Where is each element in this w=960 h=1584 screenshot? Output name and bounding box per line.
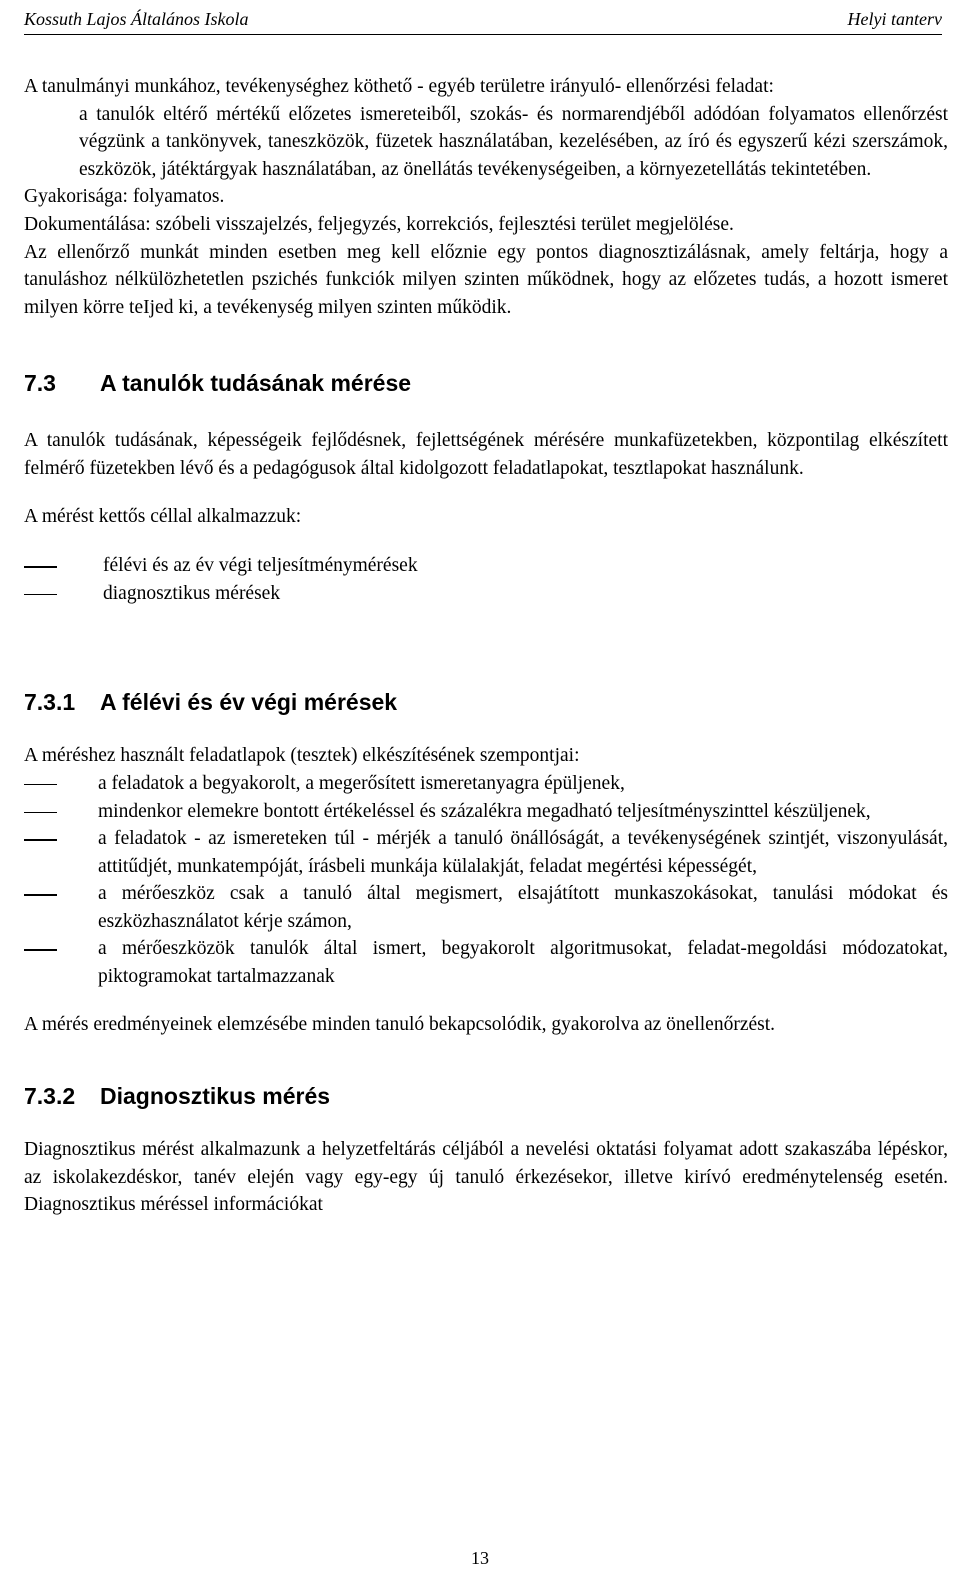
section-7-3-paragraph: A tanulók tudásának, képességeik fejlődésnek, fejlettségének mérésére munkafüzetekben, központilag elkészített felmérő füzetekben lévő és a pedagógusok által kidolgozott feladatlapokat, tesztlapokat használunk. bbox=[24, 430, 948, 479]
section-7-3-1-paragraph: A mérés eredményeinek elemzésébe minden tanuló bekapcsolódik, gyakorolva az önellenőrzést. bbox=[24, 1013, 776, 1035]
measurement-purpose-list bbox=[24, 552, 948, 607]
intro-paragraph: A tanulmányi munkához, tevékenységhez köthető - egyéb területre irányuló- ellenőrzési feladat: bbox=[24, 76, 774, 97]
diagnosis-paragraph: Az ellenőrző munkát minden esetben meg kell előznie egy pontos diagnosztizálásnak, amely feltárja, hogy a tanuláshoz nélkülözhetetlen pszichés funkciók milyen szinten működnek, hogy az előzetes tudás, a hozott ismeret milyen körre teIjed ki, a tevékenység milyen szinten működik. bbox=[24, 241, 948, 318]
section-number: 7.3 bbox=[24, 370, 56, 397]
list-item: a feladatok a begyakorolt, a megerősített ismeretanyagra épüljenek, bbox=[24, 770, 948, 798]
section-title: A tanulók tudásának mérése bbox=[100, 370, 412, 397]
section-7-3-1-intro: A méréshez használt feladatlapok (tesztek) elkészítésének szempontjai: bbox=[24, 745, 580, 767]
section-number: 7.3.1 bbox=[24, 689, 76, 716]
section-7-3-2-paragraph: Diagnosztikus mérést alkalmazunk a helyzetfeltárás céljából a nevelési oktatási folyamat adott szakaszába lépéskor, az iskolakezdéskor, tanév elején vagy egy-egy új tanuló érkezésekor, illetve kirívó eredménytelenség esetén. Diagnosztikus méréssel információkat bbox=[24, 1139, 948, 1216]
section-heading-7-3-2 bbox=[24, 1082, 948, 1110]
intro-indented-paragraph: a tanulók eltérő mértékű előzetes ismereteiből, szokás- és normarendjéből adódóan folyamatos ellenőrzést végzünk a tankönyvek, taneszközök, füzetek használatában, kezelésében, az író és egyszerű kézi szerszámok, eszközök, játéktárgyak használatában, az önellátás tevékenységeiben, a környezetellátás tekintetében. bbox=[79, 103, 948, 180]
frequency-line: Gyakorisága: folyamatos. bbox=[24, 186, 225, 208]
section-title: Diagnosztikus mérés bbox=[100, 1083, 331, 1110]
list-item: a feladatok - az ismereteken túl - mérjék a tanuló önállóságát, a tevékenységének szintjét, viszonyulását, attitűdjét, munkatempóját, írásbeli munkája külalakját, feladat megértési képességét, bbox=[24, 825, 948, 880]
list-item: diagnosztikus mérések bbox=[24, 580, 948, 608]
page-number: 13 bbox=[471, 1548, 489, 1568]
section-heading-7-3 bbox=[24, 369, 948, 397]
list-item: a mérőeszköz csak a tanuló által megismert, elsajátított munkaszokásokat, tanulási módokat és eszközhasználatot kérje számon, bbox=[24, 880, 948, 935]
test-criteria-list bbox=[24, 770, 948, 991]
header-school-name: Kossuth Lajos Általános Iskola bbox=[24, 9, 249, 29]
section-heading-7-3-1 bbox=[24, 688, 948, 716]
header-document-title: Helyi tanterv bbox=[847, 9, 942, 29]
page-header bbox=[24, 6, 942, 35]
page-content bbox=[24, 73, 948, 1219]
list-item: a mérőeszközök tanulók által ismert, begyakorolt algoritmusokat, feladat-megoldási módozatokat, piktogramokat tartalmazzanak bbox=[24, 935, 948, 990]
documentation-line: Dokumentálása: szóbeli visszajelzés, feljegyzés, korrekciós, fejlesztési terület megjelölése. bbox=[24, 213, 734, 235]
list-item: félévi és az év végi teljesítménymérések bbox=[24, 552, 948, 580]
section-title: A félévi és év végi mérések bbox=[100, 689, 398, 716]
section-number: 7.3.2 bbox=[24, 1083, 76, 1110]
section-7-3-purpose: A mérést kettős céllal alkalmazzuk: bbox=[24, 505, 302, 527]
list-item: mindenkor elemekre bontott értékeléssel és százalékra megadható teljesítményszinttel készüljenek, bbox=[24, 798, 948, 826]
